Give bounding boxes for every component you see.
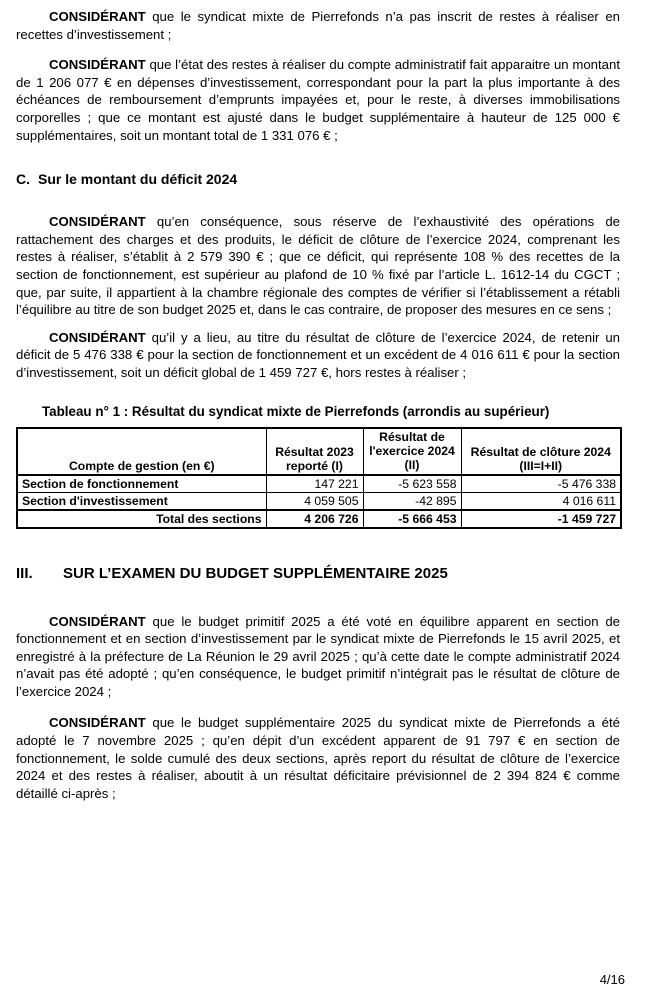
- header-line: reporté (I): [286, 458, 343, 473]
- header-compte-de-gestion: [17, 428, 266, 475]
- considerant-lead: CONSIDÉRANT: [49, 715, 146, 731]
- table-row-fonctionnement: [17, 475, 621, 493]
- header-line: Compte de gestion (en €): [68, 458, 215, 473]
- page-number: 4/16: [599, 972, 625, 987]
- paragraph-text: que le budget primitif 2025 a été voté en équilibre apparent en section de fonctionnement et en section d’investissement par le syndicat mixte de Pierrefonds le 15 avril 2025, et enregistré à la préfecture de La Réunion le 29 avril 2025 ; qu’à cette date le compte administratif 2024 n’avait pas été adopté ; qu’en conséquence, le budget primitif n’intégrait pas le résultat de clôture de l’exercice 2024 ;: [16, 613, 620, 699]
- cell-value: -5 666 453: [363, 510, 461, 528]
- header-line: Résultat 2023: [275, 444, 354, 459]
- table-row-investissement: [17, 492, 621, 510]
- heading-title: Sur le montant du déficit 2024: [38, 171, 238, 188]
- paragraph-considerant-6: [16, 714, 620, 802]
- considerant-lead: CONSIDÉRANT: [49, 329, 146, 345]
- header-line: Résultat de clôture 2024: [470, 444, 611, 459]
- total-label: Total des sections: [17, 510, 266, 528]
- section-heading-c: [16, 171, 620, 187]
- header-line: (III=I+II): [519, 458, 563, 473]
- paragraph-text: que le syndicat mixte de Pierrefonds n’a pas inscrit de restes à réaliser en recettes d’investissement ;: [16, 9, 620, 42]
- heading-title: SUR L’EXAMEN DU BUDGET SUPPLÉMENTAIRE 2025: [63, 564, 448, 582]
- considerant-lead: CONSIDÉRANT: [49, 9, 146, 24]
- cell-value: 4 059 505: [266, 492, 363, 510]
- header-line: (II): [404, 458, 420, 472]
- cell-value: -5 623 558: [363, 475, 461, 493]
- header-resultat-2023: [266, 428, 363, 475]
- paragraph-considerant-3: [16, 213, 620, 319]
- considerant-lead: CONSIDÉRANT: [49, 57, 146, 73]
- header-resultat-exercice-2024: [363, 428, 461, 475]
- header-line: l'exercice 2024: [369, 444, 455, 458]
- header-resultat-cloture-2024: [461, 428, 621, 475]
- paragraph-text: qu’en conséquence, sous réserve de l’exhaustivité des opérations de rattachement des charges et des produits, le déficit de clôture de l’exercice 2024, comprenant les restes à réaliser, s’établit à 2 579 390 € ; que ce déficit, qui représente 108 % des recettes de la section de fonctionnement, est supérieur au plafond de 10 % fixé par l’article L. 1612-14 du CGCT ; que, par suite, il appartient à la chambre régionale des comptes de vérifier si l’établissement a rétabli l’équilibre au titre de son budget 2025 et, dans le cas contraire, de proposer des mesures en ce sens ;: [16, 214, 620, 318]
- paragraph-considerant-1: [16, 8, 620, 43]
- row-label: Section d'investissement: [17, 492, 266, 510]
- considerant-lead: CONSIDÉRANT: [49, 214, 146, 230]
- section-heading-iii: [16, 565, 620, 582]
- paragraph-considerant-2: [16, 56, 620, 144]
- cell-value: -5 476 338: [461, 475, 621, 493]
- table-caption: Tableau n° 1 : Résultat du syndicat mixte de Pierrefonds (arrondis au supérieur): [42, 403, 550, 419]
- cell-value: -1 459 727: [461, 510, 621, 528]
- table-row-total: [17, 510, 621, 528]
- cell-value: -42 895: [363, 492, 461, 510]
- paragraph-considerant-5: [16, 613, 620, 701]
- cell-value: 147 221: [266, 475, 363, 493]
- table-header-row: [17, 428, 621, 475]
- heading-label: C.: [16, 171, 30, 188]
- cell-value: 4 016 611: [461, 492, 621, 510]
- paragraph-text: qu’il y a lieu, au titre du résultat de clôture de l’exercice 2024, de retenir un déficit de 5 476 338 € pour la section de fonctionnement et un excédent de 4 016 611 € pour la section d’investissement, soit un déficit global de 1 459 727 €, hors restes à réaliser ;: [16, 329, 620, 380]
- heading-label: III.: [16, 564, 33, 582]
- paragraph-text: que le budget supplémentaire 2025 du syndicat mixte de Pierrefonds a été adopté le 7 novembre 2025 ; qu’en dépit d’un excédent apparent de 91 797 € en section de fonctionnement, le solde cumulé des deux sections, après report du résultat de clôture de l’exercice 2024 et des restes à réaliser, aboutit à un résultat déficitaire prévisionnel de 2 394 824 € comme détaillé ci-après ;: [16, 715, 620, 801]
- paragraph-text: que l’état des restes à réaliser du compte administratif fait apparaitre un montant de 1 206 077 € en dépenses d’investissement, correspondant pour la part la plus importante à des échéances de remboursement d’emprunts impayées et, pour le reste, à diverses immobilisations corporelles ; que ce montant est ajusté dans le budget supplémentaire à hauteur de 125 000 € supplémentaires, soit un montant total de 1 331 076 € ;: [16, 57, 620, 143]
- header-line: Résultat de: [379, 430, 445, 444]
- paragraph-considerant-4: [16, 329, 620, 382]
- row-label: Section de fonctionnement: [17, 475, 266, 493]
- cell-value: 4 206 726: [266, 510, 363, 528]
- considerant-lead: CONSIDÉRANT: [49, 613, 146, 629]
- results-table: [16, 427, 622, 529]
